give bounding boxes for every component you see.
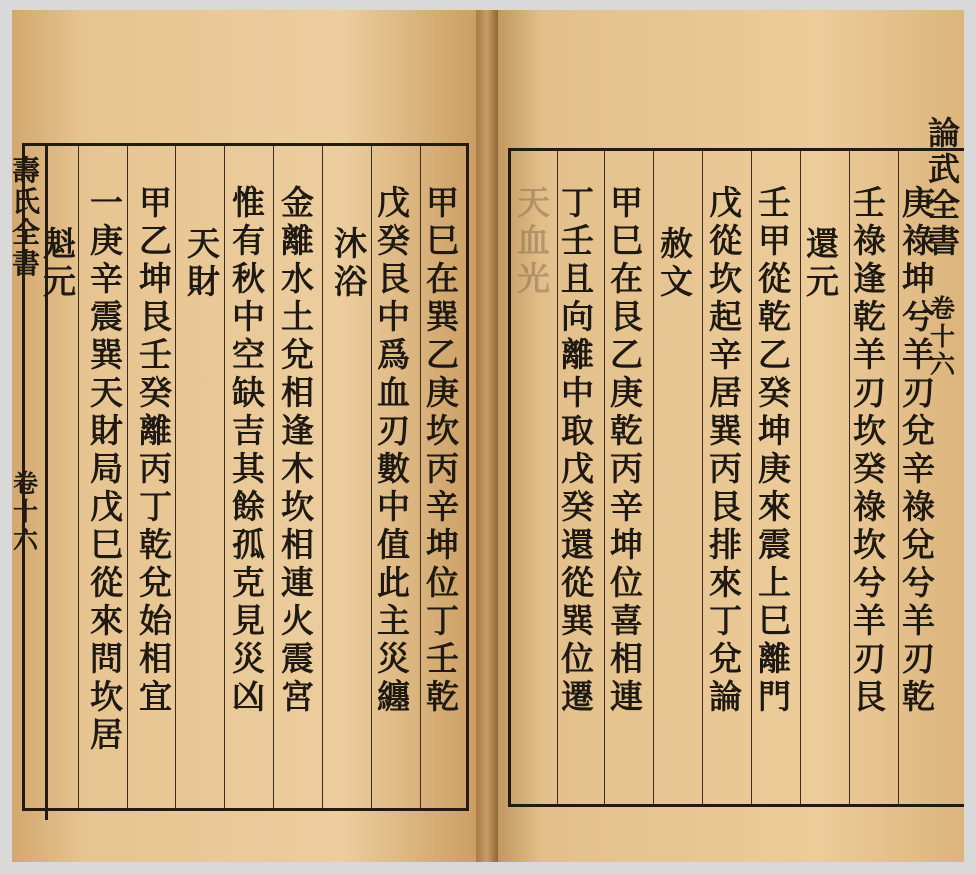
left-column-1: 甲 巳 在 巽 乙 庚 坎 丙 辛 坤 位 丁 壬 乾 xyxy=(426,183,459,716)
book-gutter xyxy=(476,10,498,862)
left-column-5: 甲 乙 坤 艮 壬 癸 離 丙 丁 乾 兌 始 相 宜 xyxy=(139,183,172,716)
right-column-4: 戊 從 坎 起 辛 居 巽 丙 艮 排 來 丁 兌 論 xyxy=(709,183,742,716)
right-column-5: 甲 巳 在 艮 乙 庚 乾 丙 辛 坤 位 喜 相 連 xyxy=(610,183,643,716)
left-column-3: 金 離 水 土 兌 相 逢 木 坎 相 連 火 震 宮 xyxy=(281,183,314,716)
right-section-2: 赦 文 xyxy=(660,224,693,301)
right-column-3: 壬 甲 從 乾 乙 癸 坤 庚 來 震 上 巳 離 門 xyxy=(758,183,791,716)
left-section-3: 魁 元 xyxy=(43,224,76,301)
right-margin-book: 卷十六 xyxy=(930,294,956,379)
left-column-4: 惟 有 秋 中 空 缺 吉 其 餘 孤 克 見 災 凶 xyxy=(232,183,265,716)
right-column-2: 壬 祿 逢 乾 羊 刃 坎 癸 祿 坎 兮 羊 刃 艮 xyxy=(853,183,886,716)
left-margin-title: 壽氏全書 xyxy=(12,154,41,280)
left-margin-book: 卷十六 xyxy=(13,469,39,554)
left-section-1: 沐 浴 xyxy=(334,224,367,301)
right-column-1: 庚 祿 坤 兮 羊 刃 兌 辛 祿 兌 兮 羊 刃 乾 xyxy=(902,183,935,716)
left-column-2: 戊 癸 艮 中 爲 血 刃 數 中 值 此 主 災 纏 xyxy=(377,183,410,716)
right-margin-title: 論武全書 xyxy=(928,114,961,260)
right-section-1: 還 元 xyxy=(806,224,839,301)
right-faded-column: 天 血 光 xyxy=(517,183,550,298)
left-section-2: 天 財 xyxy=(187,224,220,301)
left-column-6: 一 庚 辛 震 巽 天 財 局 戊 巳 從 來 問 坎 居 xyxy=(90,183,123,754)
right-column-6: 丁 壬 且 向 離 中 取 戊 癸 還 從 巽 位 遷 xyxy=(561,183,594,716)
